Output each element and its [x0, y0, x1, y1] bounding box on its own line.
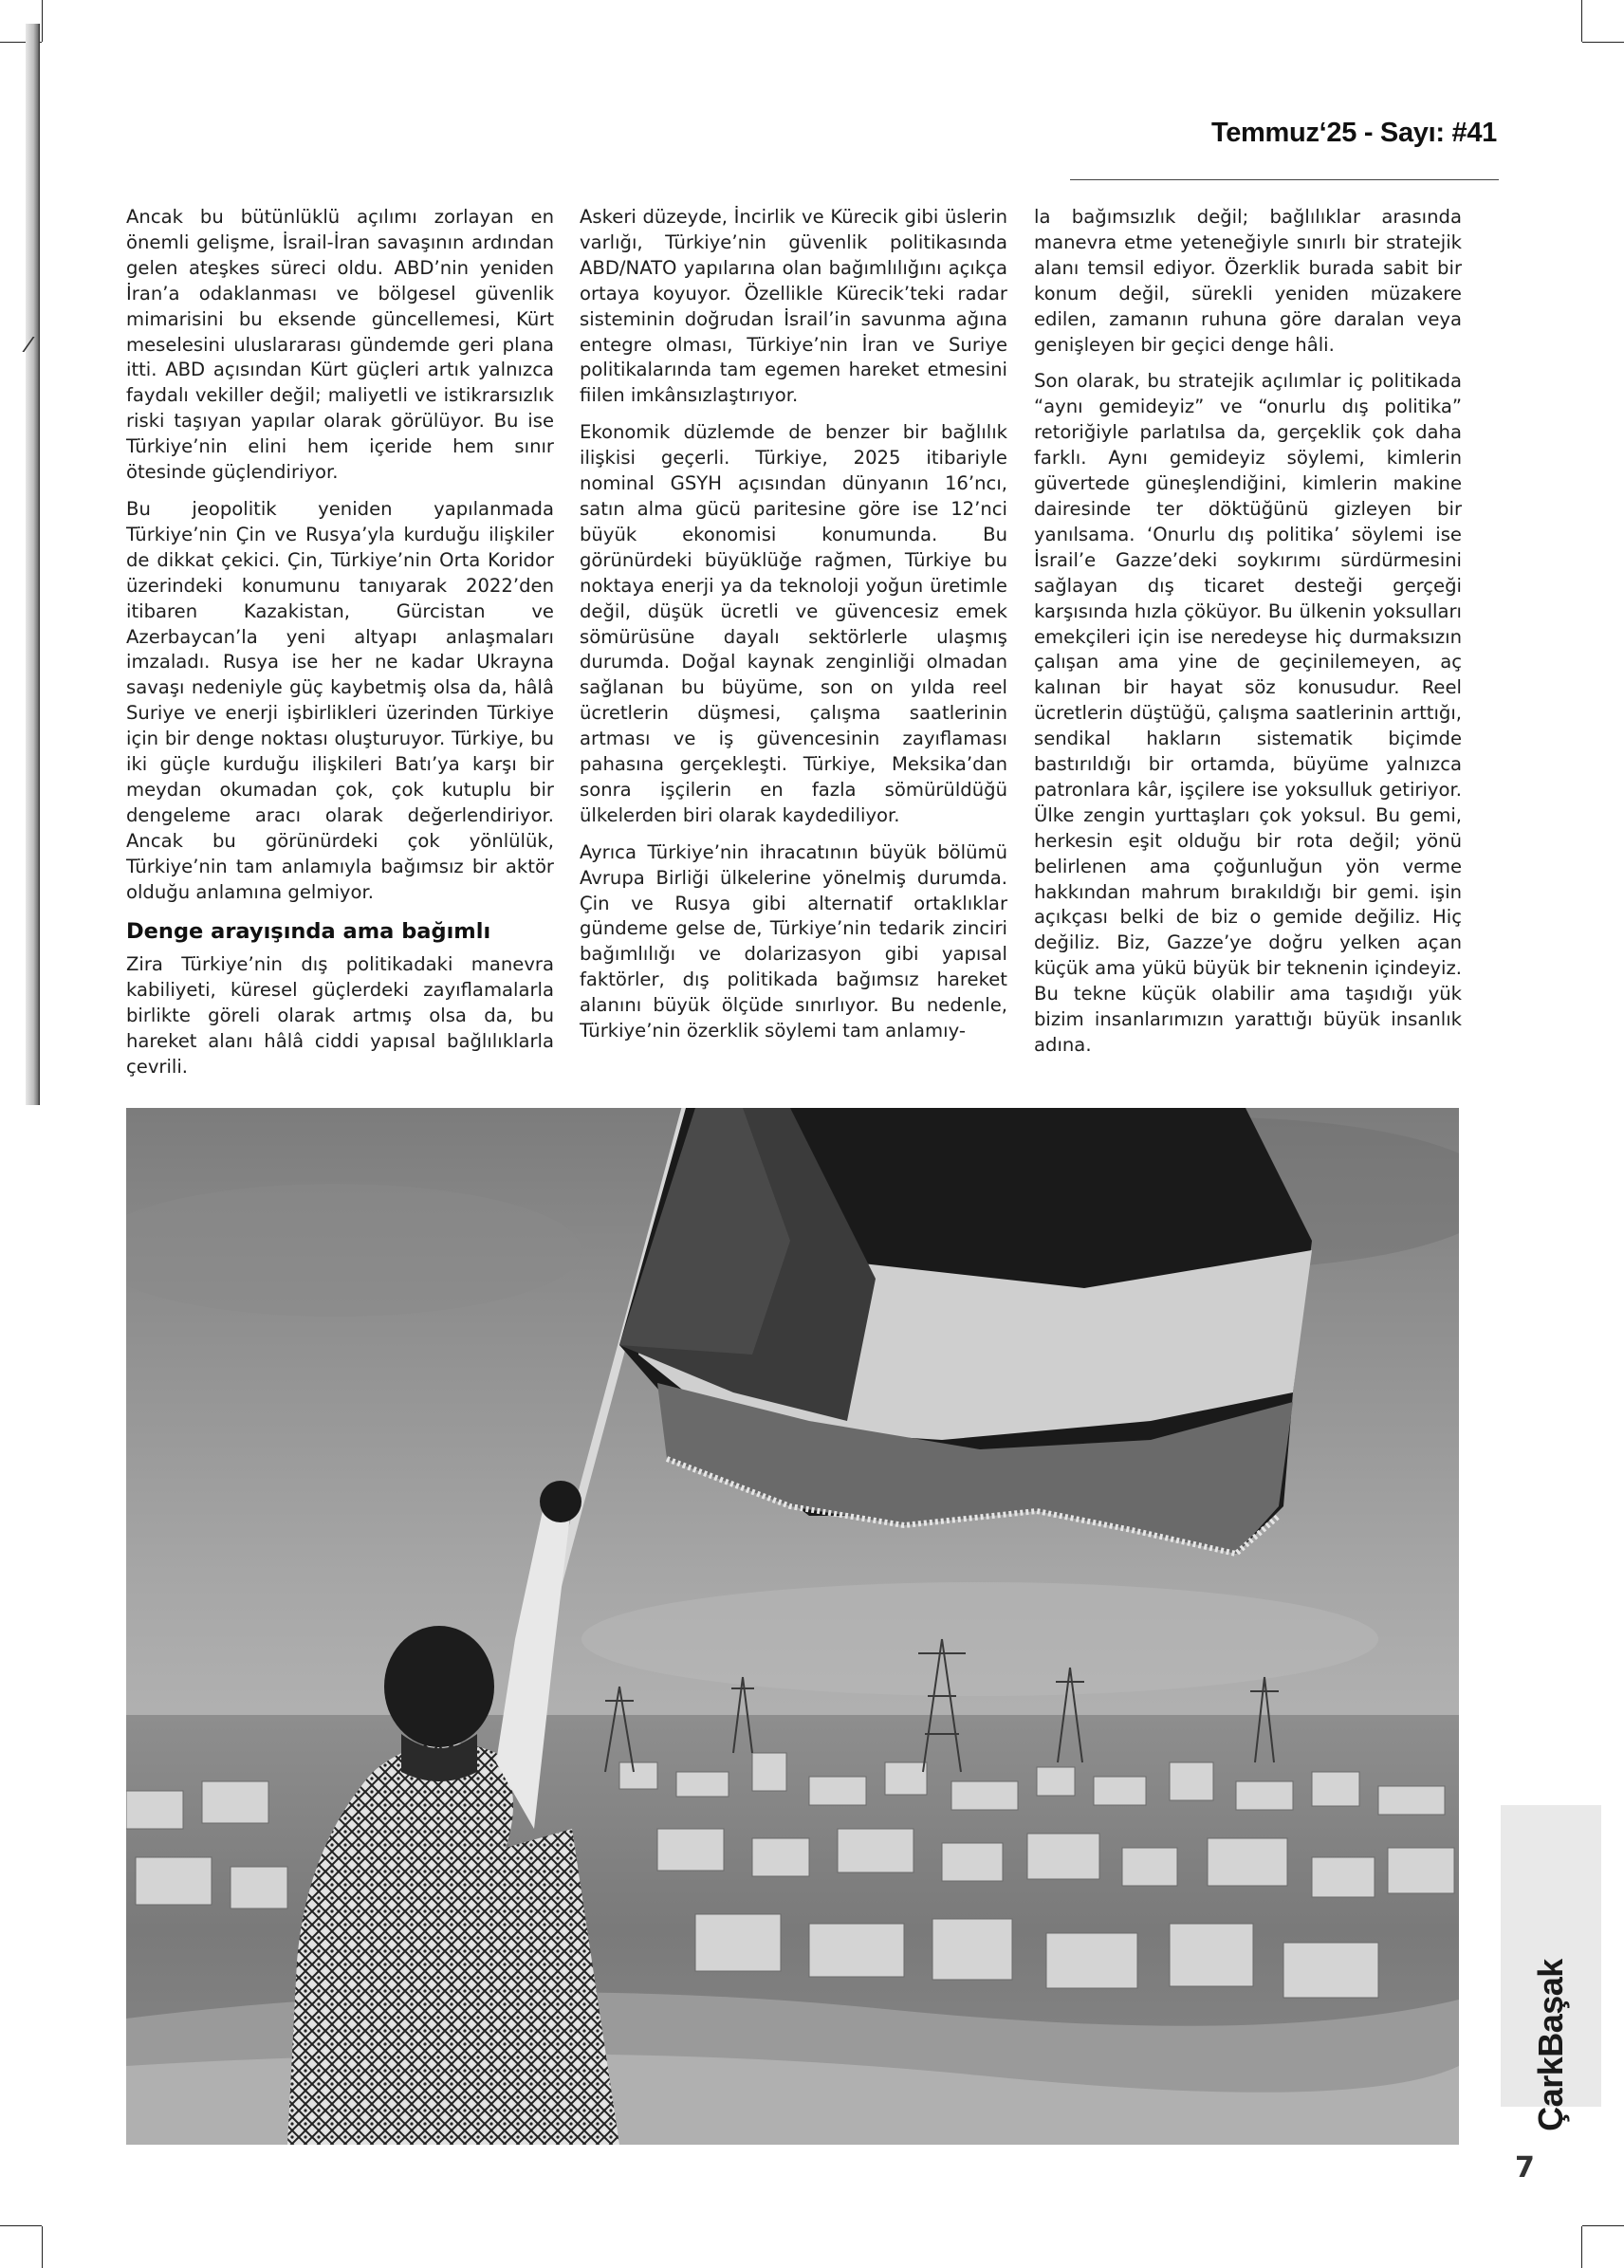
paragraph: la bağımsızlık değil; bağlılıklar arasında manevra etme yeteneğiyle sınırlı bir stratejik alanı temsil ediyor. Özerklik burada sabit bir konum değil, sürekli yeniden müzakere edilen, zamanın ruhuna göre daralan veya genişleyen bir geçici denge hâli. — [1034, 206, 1462, 356]
page-number: 7 — [1515, 2151, 1535, 2185]
paragraph: Ayrıca Türkiye’nin ihracatının büyük bölümü Avrupa Birliği ülkelerine yönelmiş durumda. Çin ve Rusya gibi alternatif ortaklıklar gündeme gelse de, Türkiye’nin tedarik zinciri bağımlılığı ve dolarizasyon gibi yapısal faktörler, dış politikada bağımsız hareket alanını büyük ölçüde sınırlıyor. Bu nedenle, Türkiye’nin özerklik söylemi tam anlamıy- — [580, 840, 1007, 1042]
text-column-2 — [580, 205, 1007, 1056]
crop-mark — [42, 0, 43, 42]
paragraph: Ancak bu bütünlüklü açılımı zorlayan en önemli gelişme, İsrail-İran savaşının ardından gelen ateşkes süreci oldu. ABD’nin yeniden İran’a odaklanması ve bölgesel güvenlik mimarisini bu eksende güncellemesi, Kürt meselesini uluslararası gündemde geri plana itti. ABD açısından Kürt güçleri artık yalnızca faydalı vekiller değil; maliyetli ve istikrarsızlık riski taşıyan yapılar olarak görülüyor. Bu ise Türkiye’nin elini hem içeride hem sınır ötesinde güçlendiriyor. — [126, 206, 554, 484]
magazine-brand: ÇarkBaşak — [1531, 1959, 1570, 2131]
text-column-3 — [1034, 205, 1462, 1070]
paragraph: Ekonomik düzlemde de benzer bir bağlılık ilişkisi geçerli. Türkiye, 2025 itibariyle nominal GSYH açısından dünyanın 16’ncı, satın alma gücü paritesine göre ise 12’nci büyük ekonomisi konumunda. Bu görünürdeki büyüklüğe rağmen, Türkiye bu noktaya enerji ya da teknoloji yoğun üretimle değil, düşük ücretli ve güvencesiz emek sömürüsüne dayalı sektörlerle ulaşmış durumda. Doğal kaynak zenginliği olmadan sağlanan bu büyüme, son on yılda reel ücretlerin düşmesi, çalışma saatlerinin artması ve iş güvencesinin zayıflaması pahasına gerçekleşti. Türkiye, Meksika’dan sonra işçilerin en fazla sömürüldüğü ülkelerden biri olarak kaydediliyor. — [580, 421, 1007, 826]
facing-page-edge — [26, 24, 40, 1105]
text-column-1 — [126, 205, 554, 1092]
issue-header: Temmuz‘25 - Sayı: #41 — [1210, 118, 1497, 148]
paragraph: Zira Türkiye’nin dış politikadaki manevra kabiliyeti, küresel güçlerdeki zayıflamalarla birlikte göreli olarak artmış olsa da, bu hareket alanı hâlâ ciddi yapısal bağlılıklarla çevrili. — [126, 953, 554, 1079]
paragraph: Askeri düzeyde, İncirlik ve Kürecik gibi üslerin varlığı, Türkiye’nin güvenlik politikasında ABD/NATO yapılarına olan bağımlılığını açıkça ortaya koyuyor. Özellikle Kürecik’teki radar sisteminin doğrudan İsrail’in savunma ağına entegre olması, Türkiye’nin İran ve Suriye politikalarında tam egemen hareket etmesini fiilen imkânsızlaştırıyor. — [580, 206, 1007, 407]
crop-mark — [1581, 0, 1582, 42]
header-rule — [1070, 179, 1499, 180]
crop-mark — [0, 2225, 42, 2226]
paragraph: Son olarak, bu stratejik açılımlar iç politikada “aynı gemideyiz” ve “onurlu dış politika” retoriğiyle parlatılsa da, gerçeklik çok daha farklı. Aynı gemideyiz söylemi, kimlerin güvertede güneşlendiğini, kimlerin makine dairesinde ter döktüğünü gizleyen bir yanılsama. ‘Onurlu dış politika’ söylemi ise İsrail’e Gazze’deki soykırımı sürdürmesini sağlayan dış ticaret desteği gerçeği karşısında hızla çöküyor. Bu ülkenin yoksulları emekçileri için ise neredeyse hiç durmaksızın çalışan ama yine de geçinilemeyen, aç kalınan bir hayat söz konusudur. Reel ücretlerin düştüğü, çalışma saatlerinin arttığı, sendikal hakların sistematik biçimde bastırıldığı bir ortamda, büyüme yalnızca patronlara kâr, işçilere ise yoksulluk getiriyor. Ülke zengin yurttaşları çok yoksul. Bu gemi, herkesin eşit olduğu bir rota değil; yönü belirlenen ama çoğunluğun yön verme hakkından mahrum bırakıldığı bir gemi. işin açıkçası belki de biz o gemide değiliz. Hiç değiliz. Biz, Gazze’ye doğru yelken açan küçük ama yükü büyük bir teknenin içindeyiz. Bu tekne küçük olabilir ama taşıdığı yük bizim insanlarımızın yarattığı büyük insanlık adına. — [1034, 370, 1462, 1056]
crop-mark — [1582, 42, 1624, 43]
section-heading: Denge arayışında ama bağımlı — [126, 919, 491, 945]
paragraph: Bu jeopolitik yeniden yapılanmada Türkiye’nin Çin ve Rusya’yla kurduğu ilişkiler de dikkat çekici. Çin, Türkiye’nin Orta Koridor üzerindeki konumunu tanıyarak 2022’den itibaren Kazakistan, Gürcistan ve Azerbaycan’la yeni altyapı anlaşmaları imzaladı. Rusya ise her ne kadar Ukrayna savaşı nedeniyle güç kaybetmiş olsa da, hâlâ Suriye ve enerji işbirlikleri üzerinden Türkiye için bir denge noktası oluşturuyor. Türkiye, bu iki güçle kurduğu ilişkileri Batı’ya karşı bir meydan okumadan çok, çok kutuplu bir dengeleme aracı olarak değerlendiriyor. Ancak bu görünürdeki çok yönlülük, Türkiye’nin tam anlamıyla bağımsız bir aktör olduğu anlamına gelmiyor. — [126, 497, 554, 903]
crop-mark — [42, 2226, 43, 2268]
crop-mark — [1581, 2226, 1582, 2268]
crop-mark — [1582, 2225, 1624, 2226]
flag-photo — [126, 1108, 1459, 2145]
